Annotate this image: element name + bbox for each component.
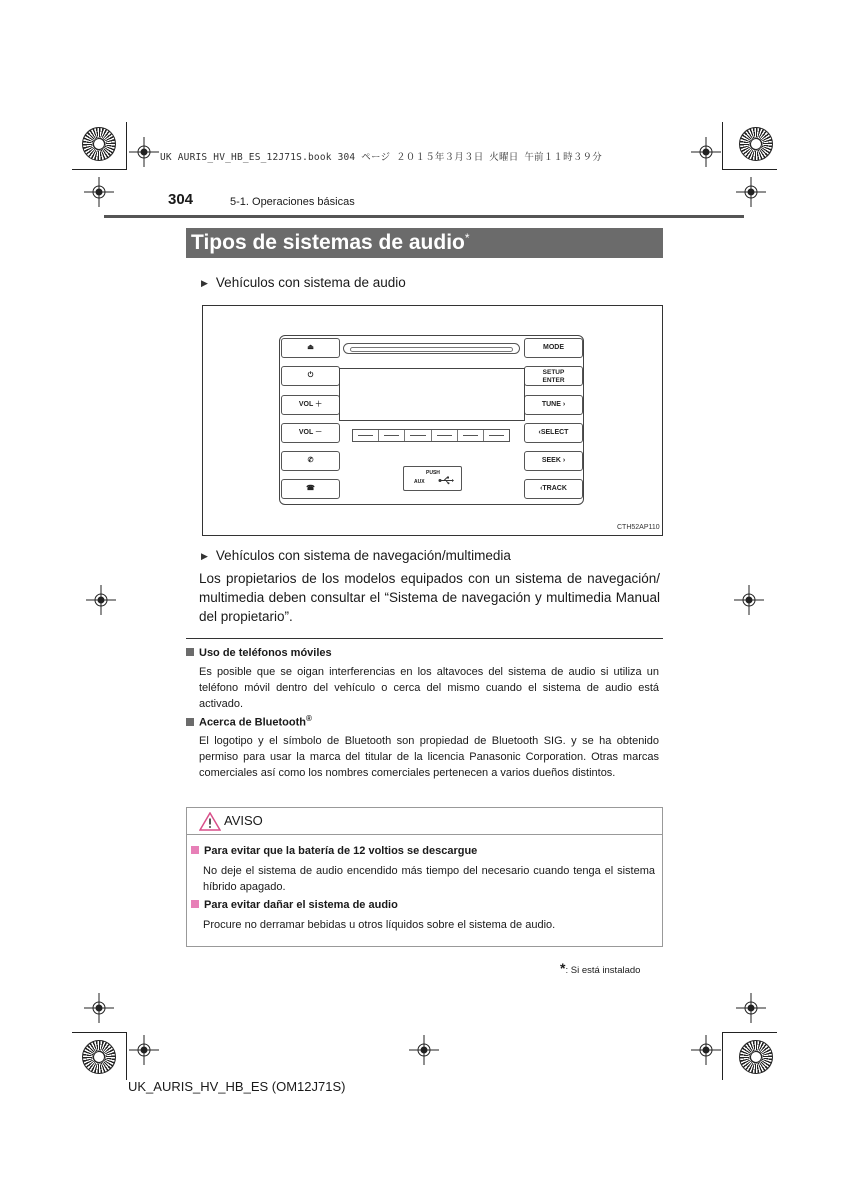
track-button: ‹TRACK (524, 479, 583, 499)
crop-line (72, 169, 127, 170)
vol-up-button: VOL ＋ (281, 395, 340, 415)
warning-heading-text: Para evitar que la batería de 12 voltios se descargue (204, 845, 478, 857)
crosshair-mark (736, 177, 766, 207)
page-title (191, 231, 470, 255)
page-number: 304 (168, 191, 194, 208)
crop-line (72, 1032, 127, 1033)
warning-heading-text: Para evitar dañar el sistema de audio (204, 899, 398, 911)
print-registration-disc (82, 1040, 116, 1074)
vol-down-button: VOL － (281, 423, 340, 443)
crop-line (126, 1032, 127, 1080)
section-divider (186, 638, 663, 639)
square-bullet-icon (186, 648, 194, 656)
triangle-bullet-icon: ▶ (201, 278, 208, 288)
crop-line (722, 169, 777, 170)
select-button: ‹SELECT (524, 423, 583, 443)
phone-pickup-button: ✆ (281, 451, 340, 471)
usb-icon (438, 476, 454, 485)
crosshair-mark (691, 137, 721, 167)
crosshair-mark (129, 137, 159, 167)
footer-code: UK_AURIS_HV_HB_ES (OM12J71S) (128, 1079, 346, 1094)
section-name: 5-1. Operaciones básicas (230, 196, 355, 208)
item-audio-system (201, 275, 406, 290)
print-registration-disc (739, 127, 773, 161)
crosshair-mark (129, 1035, 159, 1065)
square-bullet-icon (191, 900, 199, 908)
warning-item-body: Procure no derramar bebidas u otros líquidos sobre el sistema de audio. (203, 919, 556, 931)
note-heading-bluetooth (186, 714, 312, 729)
footnote-text: : Si está instalado (565, 965, 641, 976)
footnote-mark: * (560, 960, 566, 976)
preset-button (432, 430, 458, 441)
display-screen (339, 368, 525, 421)
preset-buttons (352, 429, 510, 442)
footnote (560, 960, 640, 976)
port-aux-label: AUX (414, 479, 425, 485)
mode-button: MODE (524, 338, 583, 358)
item-audio-label: Vehículos con sistema de audio (215, 275, 406, 290)
crop-line (722, 1032, 777, 1033)
page-title-text: Tipos de sistemas de audio (191, 231, 465, 254)
preset-button (458, 430, 484, 441)
tune-button: TUNE › (524, 395, 583, 415)
power-button: ⏻ (281, 366, 340, 386)
warning-title: AVISO (224, 813, 263, 828)
warning-item-heading (191, 899, 398, 911)
preset-button (484, 430, 509, 441)
note-body-bluetooth: El logotipo y el símbolo de Bluetooth son propiedad de Bluetooth SIG. y se ha obtenido permiso para usar la marca del titular de la licencia Panasonic Corporation. Otras marcas comerciales así como los nombres comerciales pertenecen a varios dueños distintos. (199, 735, 659, 779)
seek-button: SEEK › (524, 451, 583, 471)
crosshair-mark (691, 1035, 721, 1065)
warning-item-heading (191, 845, 477, 857)
aux-usb-port (403, 466, 462, 491)
port-push-label: PUSH (426, 470, 440, 476)
phone-hangup-button: ☎ (281, 479, 340, 499)
crosshair-mark (409, 1035, 439, 1065)
cd-slot (343, 343, 520, 354)
crop-line (722, 122, 723, 170)
square-bullet-icon (186, 718, 194, 726)
crosshair-mark (736, 993, 766, 1023)
setup-enter-button: SETUP ENTER (524, 366, 583, 386)
warning-header-rule (187, 834, 662, 835)
figure-code: CTH52AP110 (617, 524, 660, 531)
preset-button (353, 430, 379, 441)
print-book-line: UK AURIS_HV_HB_ES_12J71S.book 304 ページ ２０１５年３月３日 火曜日 午前１１時３９分 (160, 152, 602, 163)
header-rule (104, 215, 744, 218)
print-registration-disc (82, 127, 116, 161)
crosshair-mark (84, 993, 114, 1023)
triangle-bullet-icon: ▶ (201, 551, 208, 561)
registered-mark: ® (305, 714, 312, 723)
note-heading-text: Acerca de Bluetooth (199, 716, 306, 729)
crosshair-mark (84, 177, 114, 207)
eject-button: ⏏ (281, 338, 340, 358)
note-heading-text: Uso de teléfonos móviles (199, 647, 332, 659)
print-registration-disc (739, 1040, 773, 1074)
warning-triangle-icon (199, 812, 221, 831)
title-asterisk: * (464, 231, 470, 245)
note-body-phones: Es posible que se oigan interferencias en los altavoces del sistema de audio si utiliza un teléfono móvil dentro del vehículo o cerca del mismo cuando el sistema de audio está activado. (199, 666, 659, 710)
crop-line (722, 1032, 723, 1080)
crop-line (126, 122, 127, 170)
warning-box (186, 807, 663, 947)
nav-paragraph: Los propietarios de los modelos equipados con un sistema de navegación/ multimedia deben consultar el “Sistema de navegación y multimedia Manual del propietario”. (199, 571, 660, 624)
preset-button (379, 430, 405, 441)
item-nav-system (201, 548, 511, 563)
item-nav-label: Vehículos con sistema de navegación/multimedia (215, 548, 511, 563)
crosshair-mark (734, 585, 764, 615)
preset-button (405, 430, 431, 441)
square-bullet-icon (191, 846, 199, 854)
warning-item-body: No deje el sistema de audio encendido más tiempo del necesario cuando tenga el sistema híbrido apagado. (203, 865, 655, 893)
note-heading-phones (186, 647, 332, 659)
crosshair-mark (86, 585, 116, 615)
